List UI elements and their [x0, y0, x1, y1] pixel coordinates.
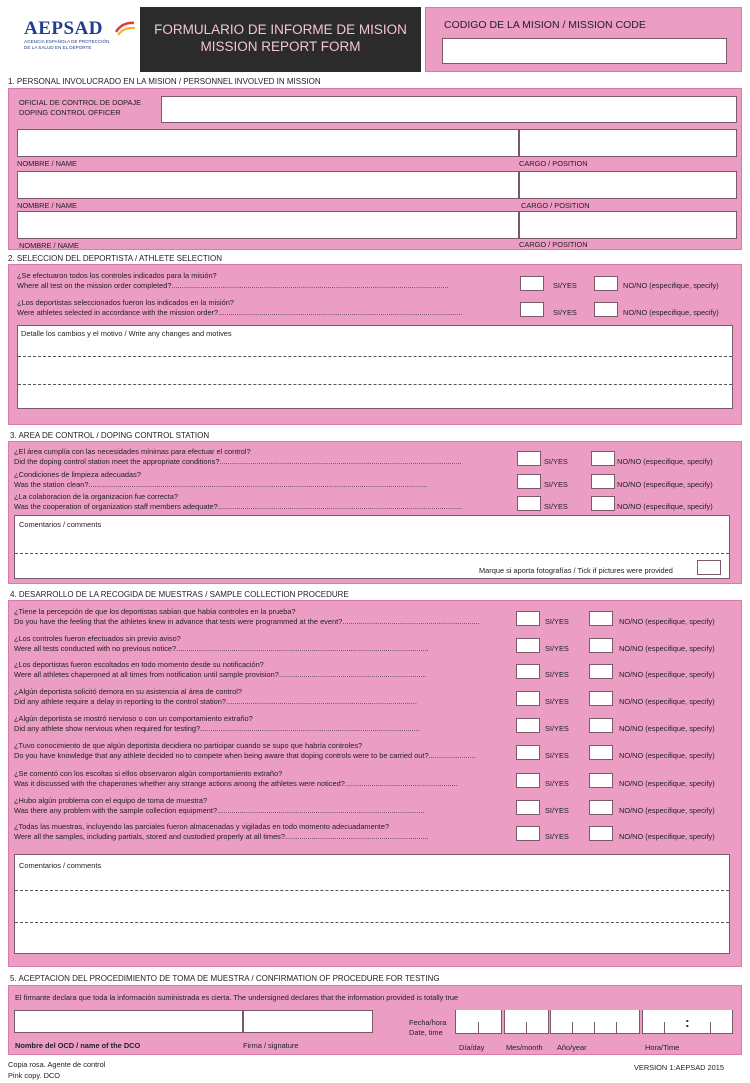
s4-q7-yes-label: SI/YES [545, 779, 569, 788]
s3-q1-yes-checkbox[interactable] [517, 451, 541, 466]
s3-q3-no-label: NO/NO (especifique, specify) [617, 502, 713, 511]
s2-q1-no-checkbox[interactable] [594, 276, 618, 291]
personnel-3-position-label: CARGO / POSITION [519, 240, 588, 249]
s4-q5-es: ¿Algún deportista se mostró nervioso o con un comportamiento extraño? [14, 714, 253, 723]
s4-q4-no-label: NO/NO (especifique, specify) [619, 697, 715, 706]
s4-q7-no-checkbox[interactable] [589, 773, 613, 788]
year-label: Año/year [557, 1043, 587, 1052]
mission-code-label: CODIGO DE LA MISION / MISSION CODE [444, 19, 646, 31]
s4-q4-yes-label: SI/YES [545, 697, 569, 706]
s4-q6-en: Do you have knowledge that any athlete decided no to compete when being aware that doping controls were to be carried out?....................... [14, 751, 476, 760]
dco-name-field[interactable] [161, 96, 737, 123]
s4-q6-yes-label: SI/YES [545, 751, 569, 760]
s4-dashed-line-1 [15, 890, 729, 891]
s3-q1-no-label: NO/NO (especifique, specify) [617, 457, 713, 466]
s5-declaration: El firmante declara que toda la información suministrada es cierta. The undersigned declares that the information provided is totally true [15, 993, 459, 1002]
footer-copy-es: Copia rosa. Agente de control [8, 1060, 106, 1069]
personnel-3-name-field[interactable] [17, 211, 519, 239]
s4-q5-no-checkbox[interactable] [589, 718, 613, 733]
s4-q5-yes-checkbox[interactable] [516, 718, 540, 733]
s4-q6-no-checkbox[interactable] [589, 745, 613, 760]
datetime-label-en: Date, time [409, 1028, 443, 1037]
s3-q2-yes-label: SI/YES [544, 480, 568, 489]
s4-q5-no-label: NO/NO (especifique, specify) [619, 724, 715, 733]
s4-q3-no-label: NO/NO (especifique, specify) [619, 670, 715, 679]
s4-q4-es: ¿Algún deportista solicitó demora en su asistencia al área de control? [14, 687, 243, 696]
dco-name-input[interactable] [14, 1010, 243, 1033]
s2-comments-area[interactable] [17, 325, 733, 409]
s4-q9-es: ¿Todas las muestras, incluyendo las parciales fueron almacenadas y vigiladas en todo momento adecuadamente? [14, 822, 390, 831]
s3-photos-label: Marque si aporta fotografías / Tick if pictures were provided [479, 566, 673, 575]
personnel-2-name-field[interactable] [17, 171, 519, 199]
section-2-panel [8, 264, 742, 425]
s2-q1-yes-checkbox[interactable] [520, 276, 544, 291]
dco-label-es: OFICIAL DE CONTROL DE DOPAJE [19, 98, 142, 107]
s3-q3-no-checkbox[interactable] [591, 496, 615, 511]
datetime-label-es: Fecha/hora [409, 1018, 447, 1027]
s4-q1-no-label: NO/NO (especifique, specify) [619, 617, 715, 626]
s2-q1-yes-label: SI/YES [553, 281, 577, 290]
section-5-panel [8, 985, 742, 1055]
section-3-panel [8, 441, 742, 584]
section-2-title: 2. SELECCION DEL DEPORTISTA / ATHLETE SELECTION [8, 254, 222, 263]
signature-label: Firma / signature [243, 1041, 299, 1050]
year-divider-1 [572, 1022, 573, 1034]
section-3-title: 3. AREA DE CONTROL / DOPING CONTROL STATION [10, 431, 210, 440]
s4-q5-en: Did any athlete show nervious when required for testing?........................................................................................................... [14, 724, 420, 733]
s4-q1-yes-label: SI/YES [545, 617, 569, 626]
time-label: Hora/Time [645, 1043, 680, 1052]
s2-q2-no-label: NO/NO (especifique, specify) [623, 308, 719, 317]
personnel-1-position-field[interactable] [519, 129, 737, 157]
s4-q5-yes-label: SI/YES [545, 724, 569, 733]
s4-dashed-line-2 [15, 922, 729, 923]
s4-comments-area[interactable] [14, 854, 730, 954]
month-label: Mes/month [506, 1043, 543, 1052]
s2-q2-yes-checkbox[interactable] [520, 302, 544, 317]
section-5-title: 5. ACEPTACION DEL PROCEDIMIENTO DE TOMA DE MUESTRA / CONFIRMATION OF PROCEDURE FOR TESTING [10, 974, 440, 983]
s4-q3-es: ¿Los deportistas fueron escoltados en todo momento desde su notificación? [14, 660, 264, 669]
s4-q3-no-checkbox[interactable] [589, 664, 613, 679]
s2-q2-en: Were athletes selected in accordance with the mission order?....................................................................................................................... [17, 308, 463, 317]
s3-dashed-line [15, 553, 729, 554]
s4-q7-yes-checkbox[interactable] [516, 773, 540, 788]
s4-q2-en: Were all tests conducted with no previous notice?........................................................................................................................... [14, 644, 429, 653]
s2-q1-es: ¿Se efectuaron todos los controles indicados para la misión? [17, 271, 217, 280]
s4-q6-es: ¿Tuvo conocimiento de que algún deportista decidiera no participar cuando se supo que habría controles? [14, 741, 363, 750]
day-label: Día/day [459, 1043, 485, 1052]
section-4-panel [8, 600, 742, 967]
s3-q3-yes-checkbox[interactable] [517, 496, 541, 511]
year-field[interactable] [550, 1010, 640, 1034]
s4-q8-es: ¿Hubo algún problema con el equipo de toma de muestra? [14, 796, 208, 805]
s2-dashed-line-1 [18, 356, 732, 357]
s4-q9-no-label: NO/NO (especifique, specify) [619, 832, 715, 841]
form-title-block [140, 7, 421, 72]
s4-q4-yes-checkbox[interactable] [516, 691, 540, 706]
s4-q7-es: ¿Se comentó con los escoltas si ellos observaron algún comportamiento extraño? [14, 769, 283, 778]
section-1-panel [8, 88, 742, 250]
s2-dashed-line-2 [18, 384, 732, 385]
s4-q7-en: Was it discussed with the chaperones whether any strange actions among the athletes were noticed?....................................................... [14, 779, 458, 788]
s2-comments-label: Detalle los cambios y el motivo / Write any changes and motives [21, 329, 232, 338]
s4-q6-yes-checkbox[interactable] [516, 745, 540, 760]
s3-q1-yes-label: SI/YES [544, 457, 568, 466]
personnel-1-position-label: CARGO / POSITION [519, 159, 588, 168]
s4-q3-en: Were all athletes chaperoned at all times from notification until sample provision?........................................................................ [14, 670, 427, 679]
s4-q8-yes-label: SI/YES [545, 806, 569, 815]
personnel-3-name-label: NOMBRE / NAME [19, 241, 79, 250]
personnel-1-name-field[interactable] [17, 129, 519, 157]
s2-q2-es: ¿Los deportistas seleccionados fueron los indicados en la misión? [17, 298, 234, 307]
year-divider-3 [616, 1022, 617, 1034]
s2-q1-en: Where all test on the mission order completed?....................................................................................................................................... [17, 281, 449, 290]
footer-version: VERSION 1:AEPSAD 2015 [634, 1063, 724, 1072]
s4-q2-yes-label: SI/YES [545, 644, 569, 653]
s3-q3-es: ¿La colaboracion de la organizacion fue correcta? [14, 492, 178, 501]
time-divider-2 [710, 1022, 711, 1034]
s4-q3-yes-label: SI/YES [545, 670, 569, 679]
s2-q1-no-label: NO/NO (especifique, specify) [623, 281, 719, 290]
s4-q2-no-label: NO/NO (especifique, specify) [619, 644, 715, 653]
month-divider [526, 1022, 527, 1034]
logo-subtitle-1: AGENCIA ESPAÑOLA DE PROTECCIÓN [24, 39, 110, 44]
s3-q1-en: Did the doping control station meet the appropriate conditions?...................................................................................................................... [14, 457, 462, 466]
s4-q9-yes-label: SI/YES [545, 832, 569, 841]
s4-comments-label: Comentarios / comments [19, 861, 102, 870]
s4-q1-en: Do you have the feeling that the athletes knew in advance that tests were programmed at the event?................................................................... [14, 617, 480, 626]
s4-q9-yes-checkbox[interactable] [516, 826, 540, 841]
personnel-3-position-field[interactable] [519, 211, 737, 239]
personnel-1-name-label: NOMBRE / NAME [17, 159, 77, 168]
day-divider [478, 1022, 479, 1034]
logo [22, 18, 134, 52]
s4-q8-no-label: NO/NO (especifique, specify) [619, 806, 715, 815]
s4-q4-no-checkbox[interactable] [589, 691, 613, 706]
s4-q9-en: Were all the samples, including partials, stored and custodied properly at all times?...................................................................... [14, 832, 429, 841]
s4-q2-no-checkbox[interactable] [589, 638, 613, 653]
s3-q2-es: ¿Condiciones de limpieza adecuadas? [14, 470, 141, 479]
s4-q1-es: ¿Tiene la percepción de que los deportistas sabían que había controles en la prueba? [14, 607, 296, 616]
mission-code-field[interactable] [442, 38, 727, 64]
s3-q1-no-checkbox[interactable] [591, 451, 615, 466]
s2-q2-yes-label: SI/YES [553, 308, 577, 317]
s3-q3-en: Was the cooperation of organization staff members adequate?....................................................................................................................... [14, 502, 463, 511]
s4-q2-yes-checkbox[interactable] [516, 638, 540, 653]
dco-name-label: Nombre del OCD / name of the DCO [15, 1041, 141, 1050]
personnel-2-position-label: CARGO / POSITION [521, 201, 590, 210]
mission-code-panel [425, 7, 742, 72]
s4-q8-yes-checkbox[interactable] [516, 800, 540, 815]
form-title-en: MISSION REPORT FORM [200, 39, 361, 54]
s3-q2-no-checkbox[interactable] [591, 474, 615, 489]
logo-subtitle-2: DE LA SALUD EN EL DEPORTE [24, 45, 92, 50]
s4-q1-no-checkbox[interactable] [589, 611, 613, 626]
s4-q6-no-label: NO/NO (especifique, specify) [619, 751, 715, 760]
footer-copy-en: Pink copy. DCO [8, 1071, 61, 1080]
s3-q2-yes-checkbox[interactable] [517, 474, 541, 489]
s4-q9-no-checkbox[interactable] [589, 826, 613, 841]
s4-q3-yes-checkbox[interactable] [516, 664, 540, 679]
year-divider-2 [594, 1022, 595, 1034]
personnel-2-position-field[interactable] [519, 171, 737, 199]
s3-q1-es: ¿El área cumplía con las necesidades mínimas para efectuar el control? [14, 447, 251, 456]
s4-q8-no-checkbox[interactable] [589, 800, 613, 815]
logo-swoosh-icon [114, 20, 136, 36]
s4-q2-es: ¿Los controles fueron efectuados sin previo aviso? [14, 634, 181, 643]
section-4-title: 4. DESARROLLO DE LA RECOGIDA DE MUESTRAS / SAMPLE COLLECTION PROCEDURE [10, 590, 349, 599]
personnel-2-name-label: NOMBRE / NAME [17, 201, 77, 210]
section-1-title: 1. PERSONAL INVOLUCRADO EN LA MISION / PERSONNEL INVOLVED IN MISSION [8, 77, 321, 86]
s3-q2-en: Was the station clean?..................................................................................................................................................................... [14, 480, 428, 489]
s2-q2-no-checkbox[interactable] [594, 302, 618, 317]
dco-label-en: DOPING CONTROL OFFICER [19, 108, 121, 117]
dco-signature-input[interactable] [243, 1010, 373, 1033]
s3-photos-checkbox[interactable] [697, 560, 721, 575]
s3-q3-yes-label: SI/YES [544, 502, 568, 511]
s4-q1-yes-checkbox[interactable] [516, 611, 540, 626]
s3-q2-no-label: NO/NO (especifique, specify) [617, 480, 713, 489]
s3-comments-area[interactable] [14, 515, 730, 579]
s4-q4-en: Did any athlete require a delay in reporting to the control station?............................................................................................. [14, 697, 417, 706]
time-separator: : [685, 1014, 690, 1030]
s4-q8-en: Was there any problem with the sample collection equipment?..................................................................................................... [14, 806, 425, 815]
s4-q7-no-label: NO/NO (especifique, specify) [619, 779, 715, 788]
logo-wordmark: AEPSAD [24, 18, 104, 39]
form-title-es: FORMULARIO DE INFORME DE MISION [154, 22, 407, 37]
s3-comments-label: Comentarios / comments [19, 520, 102, 529]
time-divider-1 [664, 1022, 665, 1034]
